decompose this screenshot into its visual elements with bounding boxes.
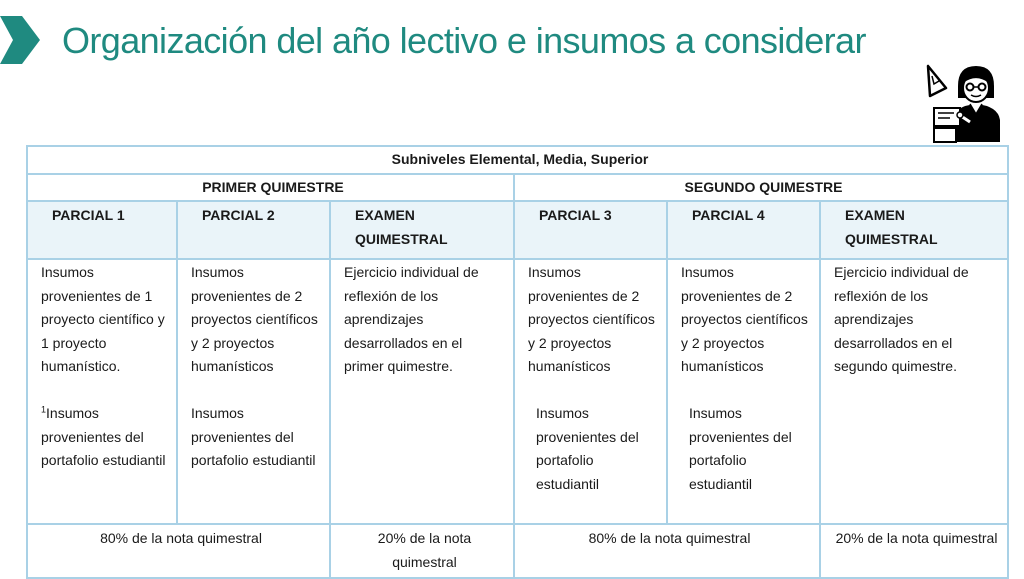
primer-quimestre-peso-examen: 20% de la nota quimestral <box>330 524 514 578</box>
examen-1-header: EXAMEN QUIMESTRAL <box>330 201 514 259</box>
parcial-1-header: PARCIAL 1 <box>27 201 177 259</box>
parcial-2-cell <box>177 259 330 524</box>
parcial-2-header: PARCIAL 2 <box>177 201 330 259</box>
parcial-3-insumos-portafolio: Insumos provenientes del portafolio estudiantil <box>536 404 639 492</box>
primer-quimestre-header: PRIMER QUIMESTRE <box>27 174 514 201</box>
parcial-3-insumos-proyectos: Insumos provenientes de 2 proyectos científicos y 2 proyectos humanísticos <box>528 264 655 375</box>
segundo-quimestre-peso-parciales: 80% de la nota quimestral <box>514 524 820 578</box>
examen-1-descripcion: Ejercicio individual de reflexión de los aprendizajes desarrollados en el primer quimestre. <box>344 264 479 375</box>
page-title: Organización del año lectivo e insumos a considerar <box>62 20 866 61</box>
parcial-1-insumos-proyectos: Insumos provenientes de 1 proyecto científico y 1 proyecto humanístico. <box>41 264 165 375</box>
examen-2-cell <box>820 259 1008 524</box>
parcial-2-insumos-proyectos: Insumos provenientes de 2 proyectos científicos y 2 proyectos humanísticos <box>191 264 318 375</box>
footnote-marker: 1 <box>41 404 47 415</box>
parcial-4-insumos-proyectos: Insumos provenientes de 2 proyectos científicos y 2 proyectos humanísticos <box>681 264 808 375</box>
parcial-1-cell <box>27 259 177 524</box>
examen-2-descripcion: Ejercicio individual de reflexión de los aprendizajes desarrollados en el segundo quimestre. <box>834 264 969 375</box>
parcial-2-insumos-portafolio: Insumos provenientes del portafolio estudiantil <box>191 404 316 469</box>
teacher-icon <box>924 62 1004 144</box>
parcial-4-cell <box>667 259 820 524</box>
subniveles-header: Subniveles Elemental, Media, Superior <box>27 146 1008 174</box>
parcial-4-header: PARCIAL 4 <box>667 201 820 259</box>
parcial-3-cell <box>514 259 667 524</box>
chevron-arrow-icon <box>0 14 42 66</box>
parcial-3-header: PARCIAL 3 <box>514 201 667 259</box>
primer-quimestre-peso-parciales: 80% de la nota quimestral <box>27 524 330 578</box>
insumos-table <box>26 145 1009 579</box>
parcial-4-insumos-portafolio: Insumos provenientes del portafolio estudiantil <box>689 404 792 492</box>
examen-1-cell <box>330 259 514 524</box>
segundo-quimestre-peso-examen: 20% de la nota quimestral <box>820 524 1008 578</box>
parcial-1-insumos-portafolio: $^1$Insumos provenientes del portafolio estudiantil <box>41 404 166 469</box>
segundo-quimestre-header: SEGUNDO QUIMESTRE <box>514 174 1008 201</box>
examen-2-header: EXAMEN QUIMESTRAL <box>820 201 1008 259</box>
